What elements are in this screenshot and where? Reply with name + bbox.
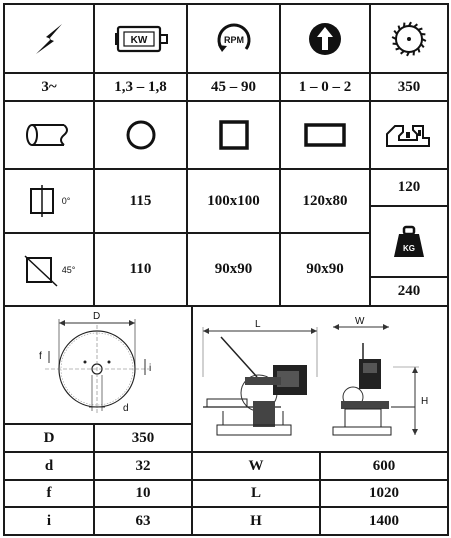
vise-icon [381,118,437,152]
square-section-cell [188,102,279,168]
motor-icon [113,24,169,54]
border-right [447,3,449,536]
angle-0-label: 0° [61,196,71,206]
dim-value-i: 63 [135,512,151,529]
blade-diagram [5,307,191,423]
tube-icon [24,120,74,150]
dim-value-d: 32 [135,457,151,474]
saw-blade-icon [389,19,429,59]
motor-kw-label: KW [130,34,147,46]
power-value: 1,3 – 1,8 [114,78,167,95]
weight-unit-label: KG [403,243,415,253]
round-0-value: 115 [129,192,152,209]
round-section-icon [124,118,158,152]
machine-diagram [193,307,447,451]
blade-diameter-value: 350 [397,78,421,95]
diagram-label-W: W [355,316,365,327]
diagram-label-H: H [421,396,429,407]
dim-value-D: 350 [131,429,155,446]
switch-icon [307,21,343,57]
weight-value: 240 [397,283,421,299]
speed-cell [188,5,279,72]
switch-cell [281,5,369,72]
dim-label-H: H [250,512,262,529]
dim-label-L: L [250,485,261,501]
rpm-icon [214,19,254,59]
diagram-label-d: d [123,403,129,414]
weight-icon [391,224,427,260]
diagram-label-D: D [93,311,101,322]
square-45-value: 90x90 [214,261,253,277]
cut-45-degree-icon [23,253,61,287]
motor-cell [95,5,186,72]
phase-value: 3~ [41,78,57,95]
vise-value: 120 [397,179,421,195]
dim-label-W: W [248,457,264,474]
vise-cell [371,102,447,168]
rect-section-cell [281,102,369,168]
diagram-label-i: i [149,363,152,374]
dim-label-d: d [44,457,54,474]
dim-label-i: i [46,512,52,529]
angle-0-cell [5,170,93,232]
angle-45-label: 45° [61,264,76,275]
power-cell [5,5,93,72]
dim-value-f: 10 [135,485,151,501]
square-0-value: 100x100 [207,192,260,209]
switch-value: 1 – 0 – 2 [298,78,352,95]
weight-icon-cell [371,207,447,276]
round-section-cell [95,102,186,168]
rpm-value: 45 – 90 [211,78,256,95]
tube-cell [5,102,93,168]
diagram-label-L: L [255,319,261,330]
round-45-value: 110 [129,261,152,277]
dim-label-D: D [43,429,55,446]
dim-value-H: 1400 [369,512,399,529]
dim-value-L: 1020 [369,485,399,501]
rect-45-value: 90x90 [306,261,344,277]
blade-cell [371,5,447,72]
angle-45-cell [5,234,93,305]
rect-section-icon [302,120,348,150]
cut-0-degree-icon [28,184,58,218]
border-bottom [3,534,449,536]
diagram-label-f: f [39,351,42,362]
dim-value-W: 600 [372,457,396,474]
dim-label-f: f [46,485,52,501]
rpm-label: RPM [223,34,244,45]
rect-0-value: 120x80 [302,192,348,209]
square-section-icon [217,118,251,152]
lightning-icon [32,22,66,56]
